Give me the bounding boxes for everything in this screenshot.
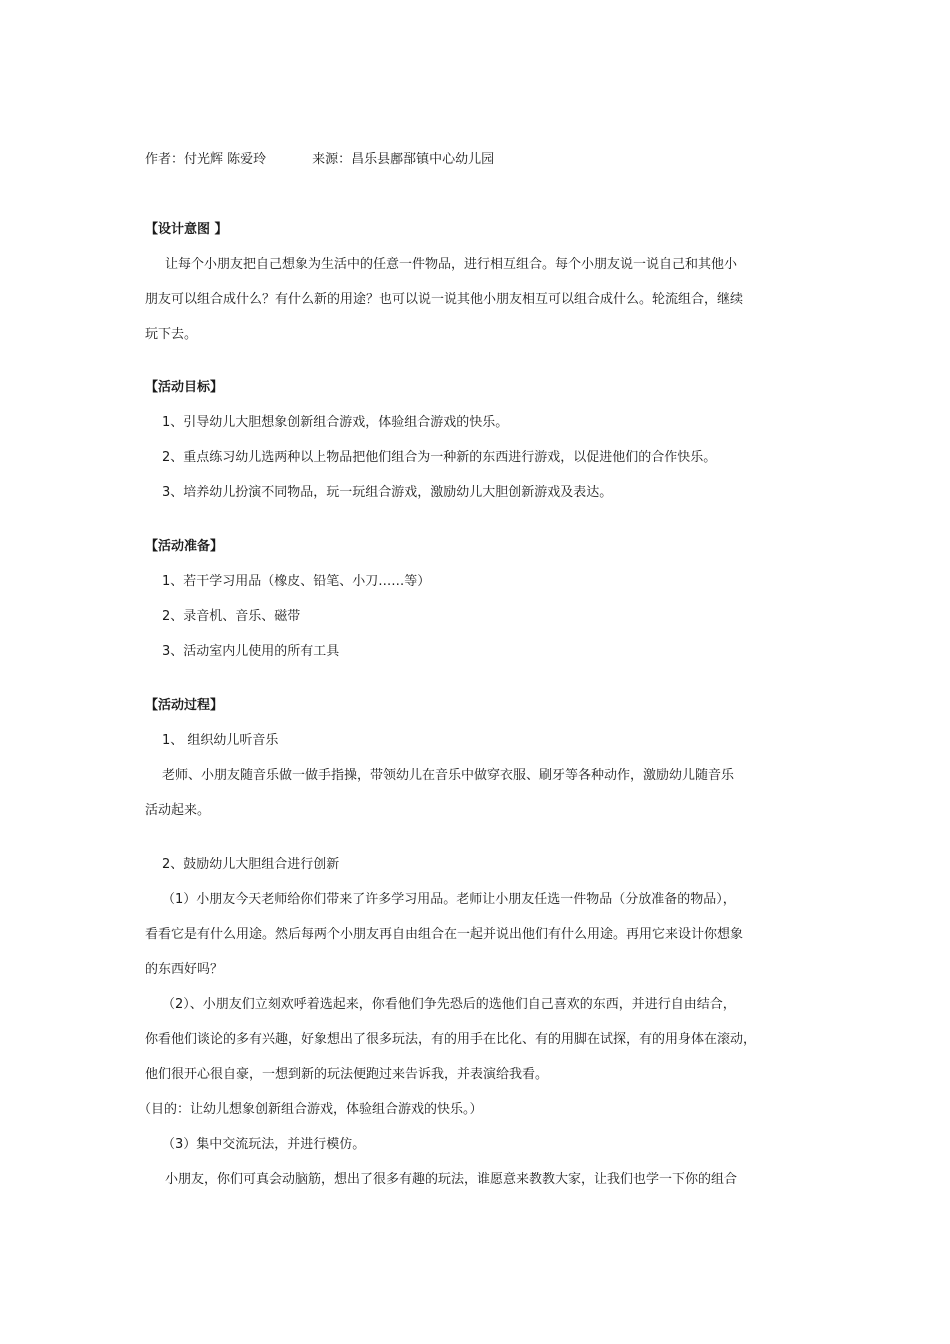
step2-title: 2、鼓励幼儿大胆组合进行创新: [162, 857, 340, 872]
sub1-line-3: 的东西好吗？: [145, 962, 224, 977]
design-line-2: 朋友可以组合成什么？有什么新的用途？也可以说一说其他小朋友相互可以组合成什么。轮流组合，继续: [145, 292, 744, 307]
process-heading: 【活动过程】: [145, 698, 224, 713]
author-source-line: [145, 151, 494, 169]
design-line-3: 玩下去。: [145, 327, 198, 342]
step1-line-2: 活动起来。: [145, 803, 211, 818]
sub3-title: （3）集中交流玩法，并进行模仿。: [162, 1137, 366, 1152]
prep-item-3: 3、活动室内儿使用的所有工具: [162, 644, 340, 659]
prep-item-2: 2、录音机、音乐、磁带: [162, 609, 301, 624]
goal-item-1: 1、引导幼儿大胆想象创新组合游戏，体验组合游戏的快乐。: [162, 415, 509, 430]
source-label: 来源：昌乐县鄌郚镇中心幼儿园: [312, 152, 495, 167]
sub2-line-3: 他们很开心很自豪，一想到新的玩法便跑过来告诉我，并表演给我看。: [145, 1067, 549, 1082]
step1-title: 1、 组织幼儿听音乐: [162, 733, 279, 748]
sub1-line-2: 看看它是有什么用途。然后每两个小朋友再自由组合在一起并说出他们有什么用途。再用它来设计你想象: [145, 927, 744, 942]
author-label: 作者：付光辉 陈爱玲: [145, 152, 267, 167]
design-heading: 【设计意图 】: [145, 222, 228, 237]
design-line-1: 让每个小朋友把自己想象为生活中的任意一件物品，进行相互组合。每个小朋友说一说自己和其他小: [165, 257, 738, 272]
prep-item-1: 1、若干学习用品（橡皮、铅笔、小刀……等）: [162, 574, 431, 589]
sub2-line-2: 你看他们谈论的多有兴趣，好象想出了很多玩法，有的用手在比化、有的用脚在试探，有的用身体在滚动，: [145, 1032, 757, 1047]
sub3-line-1: 小朋友，你们可真会动脑筋，想出了很多有趣的玩法，谁愿意来教教大家，让我们也学一下你的组合: [165, 1172, 738, 1187]
prep-heading: 【活动准备】: [145, 539, 224, 554]
sub2-line-1: （2）、小朋友们立刻欢呼着选起来，你看他们争先恐后的选他们自己喜欢的东西，并进行自由结合，: [162, 997, 736, 1012]
step1-line-1: 老师、小朋友随音乐做一做手指操，带领幼儿在音乐中做穿衣服、刷牙等各种动作，激励幼儿随音乐: [162, 768, 735, 783]
sub1-line-1: （1）小朋友今天老师给你们带来了许多学习用品。老师让小朋友任选一件物品（分放准备的物品），: [162, 892, 736, 907]
purpose-note: （目的：让幼儿想象创新组合游戏，体验组合游戏的快乐。）: [138, 1102, 483, 1117]
goal-item-3: 3、培养幼儿扮演不同物品，玩一玩组合游戏，激励幼儿大胆创新游戏及表达。: [162, 485, 613, 500]
goals-heading: 【活动目标】: [145, 380, 224, 395]
goal-item-2: 2、重点练习幼儿选两种以上物品把他们组合为一种新的东西进行游戏，以促进他们的合作快乐。: [162, 450, 717, 465]
